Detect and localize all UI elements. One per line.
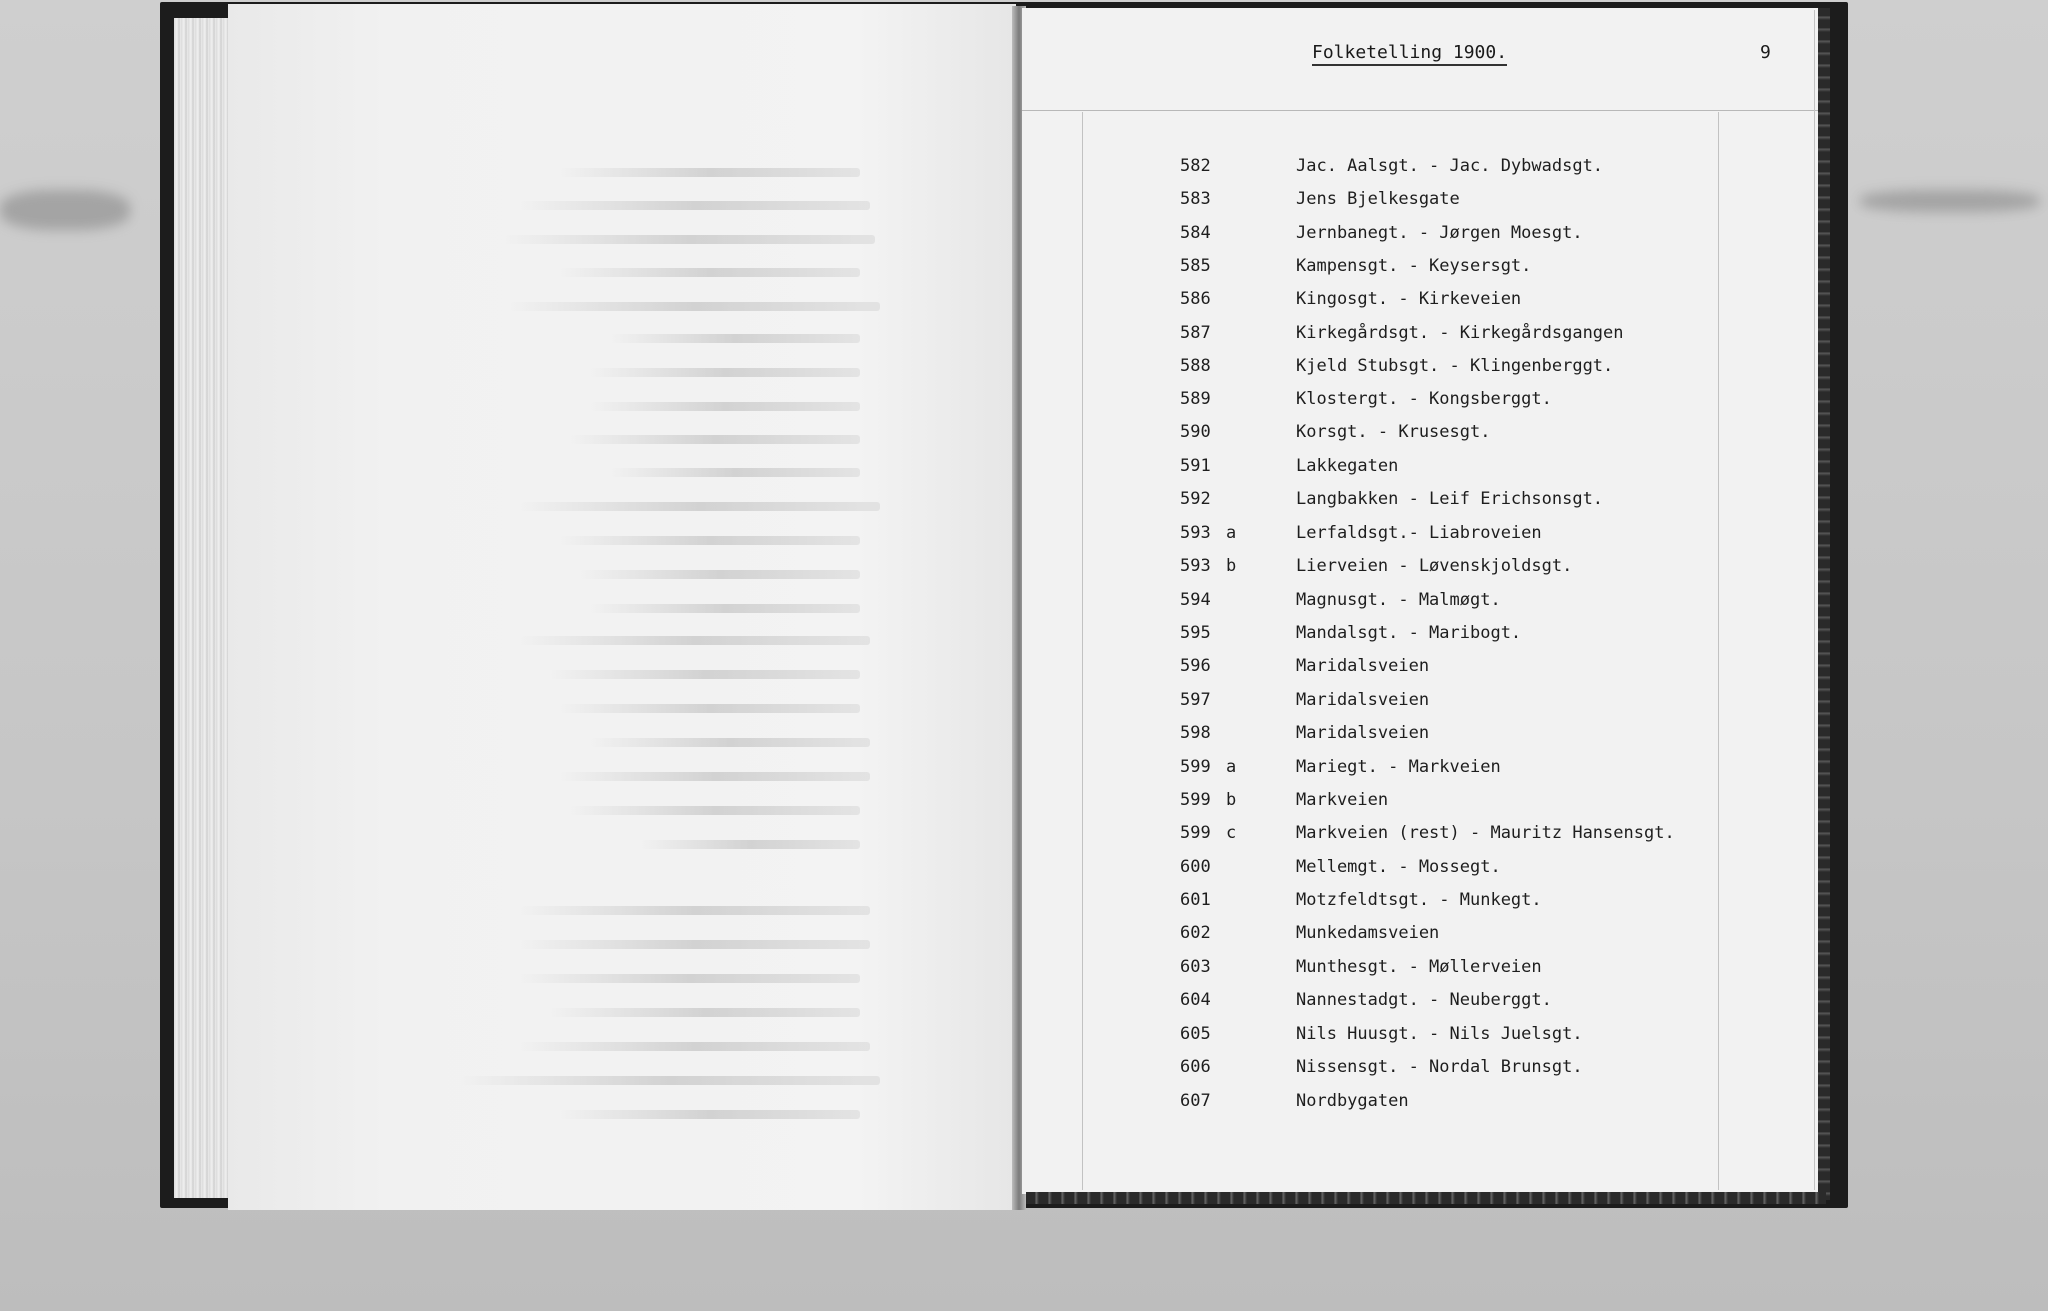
bleed-line: [560, 168, 860, 177]
entry-streets: Motzfeldtsgt. - Munkegt.: [1296, 890, 1542, 910]
entry-suffix: c: [1226, 823, 1237, 843]
bleed-line: [570, 435, 860, 444]
bleed-line: [520, 906, 870, 915]
bleed-line: [590, 738, 870, 747]
bleed-line: [520, 974, 860, 983]
list-item: [1180, 690, 1700, 714]
list-item: [1180, 1091, 1700, 1115]
entry-number: 606: [1180, 1057, 1211, 1077]
entry-streets: Nordbygaten: [1296, 1091, 1409, 1111]
bleed-line: [560, 704, 860, 713]
list-item: [1180, 656, 1700, 680]
list-item: [1180, 156, 1700, 180]
entry-streets: Jens Bjelkesgate: [1296, 189, 1460, 209]
entry-number: 593: [1180, 556, 1211, 576]
bleed-line: [550, 670, 860, 679]
list-item: [1180, 857, 1700, 881]
entry-streets: Markveien (rest) - Mauritz Hansensgt.: [1296, 823, 1675, 843]
entry-streets: Kirkegårdsgt. - Kirkegårdsgangen: [1296, 323, 1624, 343]
entry-number: 596: [1180, 656, 1211, 676]
entry-suffix: a: [1226, 757, 1237, 777]
entry-streets: Mandalsgt. - Maribogt.: [1296, 623, 1522, 643]
bleed-line: [520, 636, 870, 645]
entry-streets: Nannestadgt. - Neuberggt.: [1296, 990, 1552, 1010]
smudge-left: [0, 190, 130, 230]
list-item: [1180, 623, 1700, 647]
list-item: [1180, 957, 1700, 981]
page-title: Folketelling 1900.: [1312, 42, 1507, 66]
entry-number: 599: [1180, 757, 1211, 777]
list-item: [1180, 523, 1700, 547]
entry-number: 607: [1180, 1091, 1211, 1111]
list-item: [1180, 289, 1700, 313]
entry-suffix: b: [1226, 790, 1237, 810]
entry-streets: Kjeld Stubsgt. - Klingenberggt.: [1296, 356, 1614, 376]
bleed-line: [460, 1076, 880, 1085]
list-item: [1180, 757, 1700, 781]
header-rule: [1022, 110, 1818, 111]
entry-streets: Langbakken - Leif Erichsonsgt.: [1296, 489, 1604, 509]
entry-number: 590: [1180, 422, 1211, 442]
entry-number: 597: [1180, 690, 1211, 710]
bleed-line: [560, 536, 860, 545]
page-border-right: [1818, 8, 1830, 1200]
bleed-line: [520, 201, 870, 210]
entry-streets: Jernbanegt. - Jørgen Moesgt.: [1296, 223, 1583, 243]
entry-streets: Kampensgt. - Keysersgt.: [1296, 256, 1532, 276]
entry-streets: Munthesgt. - Møllerveien: [1296, 957, 1542, 977]
entry-number: 589: [1180, 389, 1211, 409]
entry-streets: Munkedamsveien: [1296, 923, 1440, 943]
entry-streets: Magnusgt. - Malmøgt.: [1296, 590, 1501, 610]
entry-streets: Maridalsveien: [1296, 690, 1430, 710]
entry-number: 582: [1180, 156, 1211, 176]
entry-streets: Jac. Aalsgt. - Jac. Dybwadsgt.: [1296, 156, 1604, 176]
list-item: [1180, 456, 1700, 480]
bleed-line: [610, 468, 860, 477]
entry-streets: Mariegt. - Markveien: [1296, 757, 1501, 777]
entry-number: 591: [1180, 456, 1211, 476]
entry-streets: Maridalsveien: [1296, 723, 1430, 743]
entry-number: 599: [1180, 823, 1211, 843]
bleed-line: [590, 368, 860, 377]
list-item: [1180, 723, 1700, 747]
list-item: [1180, 189, 1700, 213]
entry-number: 585: [1180, 256, 1211, 276]
page-edges: [174, 18, 232, 1198]
entry-number: 595: [1180, 623, 1211, 643]
bleed-line: [590, 402, 860, 411]
entry-streets: Lerfaldsgt.- Liabroveien: [1296, 523, 1542, 543]
list-item: [1180, 990, 1700, 1014]
list-item: [1180, 556, 1700, 580]
entry-streets: Lakkegaten: [1296, 456, 1399, 476]
entry-streets: Maridalsveien: [1296, 656, 1430, 676]
list-item: [1180, 356, 1700, 380]
entry-number: 604: [1180, 990, 1211, 1010]
bleed-line: [570, 806, 860, 815]
bleed-line: [520, 502, 880, 511]
entry-suffix: b: [1226, 556, 1237, 576]
margin-rule-right: [1718, 112, 1719, 1190]
bleed-line: [580, 570, 860, 579]
list-item: [1180, 323, 1700, 347]
entry-streets: Kingosgt. - Kirkeveien: [1296, 289, 1522, 309]
list-item: [1180, 489, 1700, 513]
list-item: [1180, 1024, 1700, 1048]
smudge-right: [1860, 190, 2040, 212]
list-item: [1180, 389, 1700, 413]
entry-number: 598: [1180, 723, 1211, 743]
entry-streets: Mellemgt. - Mossegt.: [1296, 857, 1501, 877]
entry-number: 583: [1180, 189, 1211, 209]
entry-number: 599: [1180, 790, 1211, 810]
entry-number: 594: [1180, 590, 1211, 610]
entry-number: 605: [1180, 1024, 1211, 1044]
entry-streets: Korsgt. - Krusesgt.: [1296, 422, 1491, 442]
entry-streets: Nissensgt. - Nordal Brunsgt.: [1296, 1057, 1583, 1077]
list-item: [1180, 422, 1700, 446]
page-number: 9: [1760, 42, 1771, 63]
bleed-line: [560, 1110, 860, 1119]
list-item: [1180, 223, 1700, 247]
bleed-line: [520, 940, 870, 949]
entry-number: 586: [1180, 289, 1211, 309]
entry-streets: Markveien: [1296, 790, 1389, 810]
entry-streets: Klostergt. - Kongsberggt.: [1296, 389, 1552, 409]
bleed-line: [505, 235, 875, 244]
list-item: [1180, 923, 1700, 947]
bleed-line: [590, 604, 860, 613]
bleed-line: [520, 1042, 870, 1051]
list-item: [1180, 790, 1700, 814]
list-item: [1180, 256, 1700, 280]
entry-number: 600: [1180, 857, 1211, 877]
entry-number: 603: [1180, 957, 1211, 977]
list-item: [1180, 823, 1700, 847]
entry-streets: Lierveien - Løvenskjoldsgt.: [1296, 556, 1573, 576]
bleed-line: [640, 840, 860, 849]
bleed-line: [560, 268, 860, 277]
entry-suffix: a: [1226, 523, 1237, 543]
list-item: [1180, 590, 1700, 614]
entry-number: 601: [1180, 890, 1211, 910]
entry-number: 592: [1180, 489, 1211, 509]
entry-number: 588: [1180, 356, 1211, 376]
margin-rule-edge: [1814, 10, 1815, 1190]
page-border-bottom: [1026, 1192, 1826, 1204]
entry-number: 584: [1180, 223, 1211, 243]
bleed-line: [610, 334, 860, 343]
entry-number: 593: [1180, 523, 1211, 543]
margin-rule-left: [1082, 112, 1083, 1190]
bleed-line: [510, 302, 880, 311]
entry-number: 587: [1180, 323, 1211, 343]
list-item: [1180, 890, 1700, 914]
bleed-line: [560, 772, 870, 781]
bleed-line: [550, 1008, 860, 1017]
entry-number: 602: [1180, 923, 1211, 943]
entry-streets: Nils Huusgt. - Nils Juelsgt.: [1296, 1024, 1583, 1044]
list-item: [1180, 1057, 1700, 1081]
